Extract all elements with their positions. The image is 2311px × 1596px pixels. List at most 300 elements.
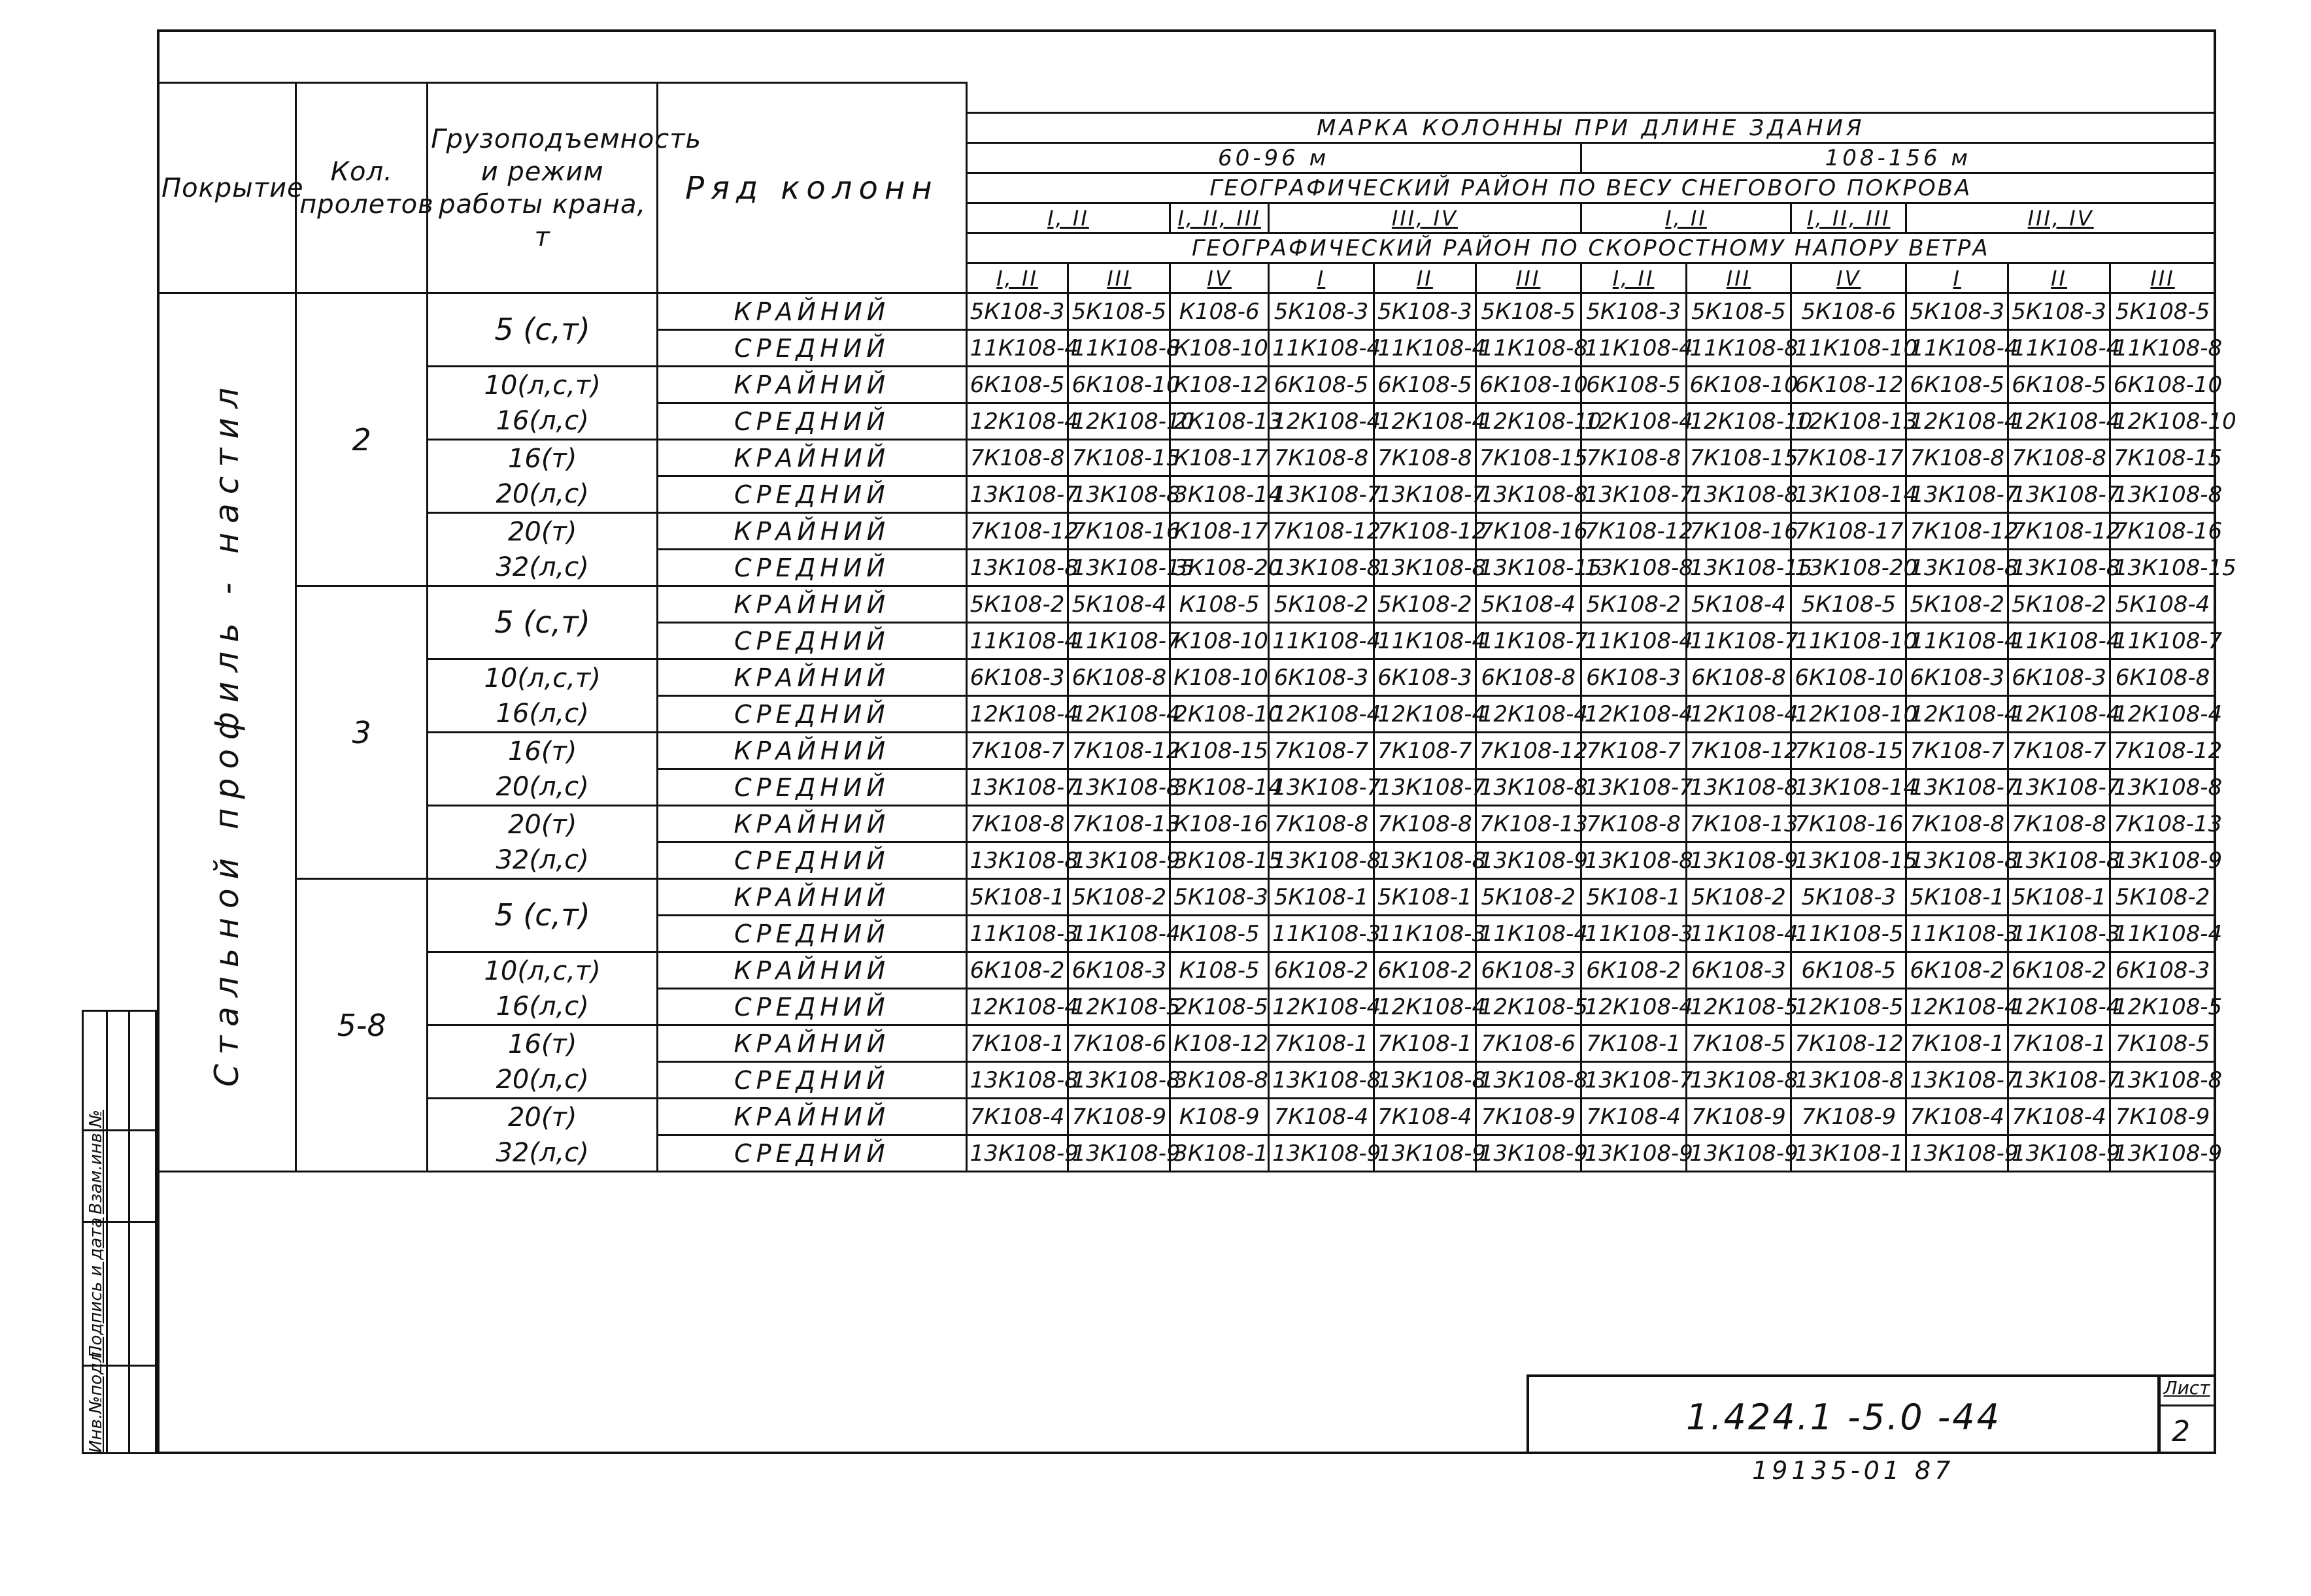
crane-load-line-2: 32(л,с)	[496, 552, 589, 582]
column-mark-cell: 5К108-4	[2110, 586, 2215, 623]
column-mark-cell: 13К108-8	[1068, 1062, 1170, 1099]
column-mark-cell: 7К108-1	[2008, 1025, 2110, 1062]
column-mark-cell: 7К108-16	[1686, 513, 1791, 550]
crane-load	[428, 879, 658, 952]
crane-load-line-1: 20(т)	[507, 1102, 577, 1133]
column-mark-cell: 13К108-9	[1906, 1135, 2008, 1172]
column-mark-cell: 11К108-3	[966, 916, 1068, 952]
column-mark-cell: 13К108-7	[966, 769, 1068, 806]
column-row-type: СРЕДНИЙ	[658, 1062, 967, 1099]
column-mark-cell: 13К108-8	[1068, 476, 1170, 513]
stamp-sign-label: Подпись и дата	[86, 1217, 106, 1358]
column-mark-cell: 7К108-8	[2008, 440, 2110, 476]
column-mark-cell: 13К108-9	[2110, 842, 2215, 879]
column-mark-cell: 12К108-4	[1269, 989, 1374, 1025]
column-mark-cell: 5К108-6	[1791, 293, 1906, 330]
table-row	[158, 952, 2216, 989]
column-row-type: СРЕДНИЙ	[658, 696, 967, 733]
column-mark-cell: 11К108-7	[1068, 623, 1170, 659]
column-mark-cell: 6К108-12	[1791, 367, 1906, 403]
header-wind-column: III	[1476, 263, 1581, 293]
header-wind-column: I	[1906, 263, 2008, 293]
column-mark-cell: 7К108-4	[966, 1099, 1068, 1135]
column-row-type: КРАЙНИЙ	[658, 1099, 967, 1135]
column-mark-cell: 11К108-4	[1374, 623, 1476, 659]
column-mark-cell: 13К108-7	[966, 476, 1068, 513]
column-mark-cell: 12К108-4	[2008, 989, 2110, 1025]
header-spans: Кол. пролетов	[296, 83, 428, 293]
header-wind-column: I	[1269, 263, 1374, 293]
column-mark-cell: 7К108-15	[1476, 440, 1581, 476]
column-mark-cell: 7К108-7	[1269, 733, 1374, 769]
column-mark-cell: 5К108-3	[1269, 293, 1374, 330]
column-mark-cell: 7К108-1	[966, 1025, 1068, 1062]
crane-load	[428, 806, 658, 879]
column-mark-cell: 7К108-12	[1686, 733, 1791, 769]
column-mark-cell: 7К108-7	[966, 733, 1068, 769]
column-mark-cell: 12К108-4	[2008, 696, 2110, 733]
column-mark-cell: 7К108-8	[1374, 440, 1476, 476]
column-mark-cell: 12К108-5	[2110, 989, 2215, 1025]
column-mark-cell: 7К108-1	[1374, 1025, 1476, 1062]
column-mark-cell: 7К108-1	[1581, 1025, 1686, 1062]
column-mark-cell: 7К108-8	[2008, 806, 2110, 842]
header-snow-group: I, II, III	[1170, 203, 1269, 233]
column-mark-cell: 13К108-7	[2008, 476, 2110, 513]
column-mark-cell: 7К108-12	[966, 513, 1068, 550]
column-mark-cell: 13К108-8	[2110, 769, 2215, 806]
column-row-type: КРАЙНИЙ	[658, 440, 967, 476]
column-mark-cell: 5К108-3	[966, 293, 1068, 330]
column-row-type: КРАЙНИЙ	[658, 513, 967, 550]
column-mark-cell: 7К108-4	[1269, 1099, 1374, 1135]
column-mark-cell: 5К108-3	[1791, 879, 1906, 916]
column-mark-cell: 13К108-8	[966, 1062, 1068, 1099]
column-mark-cell: 7К108-12	[2008, 513, 2110, 550]
column-mark-cell: 6К108-3	[1476, 952, 1581, 989]
column-mark-cell: 13К108-1	[1791, 1135, 1906, 1172]
column-row-type: КРАЙНИЙ	[658, 293, 967, 330]
column-mark-cell: 7К108-1	[1269, 1025, 1374, 1062]
header-wind-column: I, II	[1581, 263, 1686, 293]
crane-load-line-2: 16(л,с)	[496, 405, 589, 436]
column-row-type: СРЕДНИЙ	[658, 842, 967, 879]
column-marks-table	[157, 82, 2236, 1172]
column-mark-cell: 11К108-4	[1906, 623, 2008, 659]
column-mark-cell: 13К108-8	[2008, 842, 2110, 879]
column-mark-cell: 7К108-9	[2110, 1099, 2215, 1135]
column-row-type: СРЕДНИЙ	[658, 550, 967, 586]
sheet-label: Лист	[2160, 1377, 2214, 1406]
column-mark-cell: 13К108-14	[1791, 769, 1906, 806]
header-length-108-156: 108-156 м	[1581, 143, 2215, 173]
crane-load-line-1: 10(л,с,т)	[484, 663, 601, 693]
column-mark-cell: 12К108-5	[1686, 989, 1791, 1025]
crane-load-line-2: 16(л,с)	[496, 698, 589, 729]
crane-load-line-2: 32(л,с)	[496, 1137, 589, 1168]
column-mark-cell: 12К108-4	[966, 696, 1068, 733]
column-mark-cell: 6К108-2	[966, 952, 1068, 989]
table-row	[158, 1025, 2216, 1062]
header-covering: Покрытие	[158, 83, 296, 293]
column-mark-cell: 12К108-5	[1476, 989, 1581, 1025]
column-mark-cell: 12К108-4	[1581, 989, 1686, 1025]
column-mark-cell: 3К108-8	[1170, 1062, 1269, 1099]
crane-load	[428, 367, 658, 440]
column-mark-cell: К108-10	[1170, 623, 1269, 659]
column-mark-cell: 12К108-4	[1906, 989, 2008, 1025]
column-mark-cell: 7К108-12	[1476, 733, 1581, 769]
column-mark-cell: К108-5	[1170, 916, 1269, 952]
column-row-type: СРЕДНИЙ	[658, 330, 967, 367]
column-mark-cell: 11К108-8	[1476, 330, 1581, 367]
column-mark-cell: 11К108-3	[1269, 916, 1374, 952]
header-wind-column: IV	[1170, 263, 1269, 293]
column-mark-cell: К108-5	[1170, 952, 1269, 989]
column-mark-cell: 7К108-8	[1374, 806, 1476, 842]
column-mark-cell: 5К108-2	[1686, 879, 1791, 916]
column-mark-cell: К108-9	[1170, 1099, 1269, 1135]
header-wind-column: II	[2008, 263, 2110, 293]
column-mark-cell: 12К108-4	[1269, 403, 1374, 440]
column-row-type: СРЕДНИЙ	[658, 403, 967, 440]
column-mark-cell: 13К108-8	[1581, 550, 1686, 586]
crane-load-line-1: 16(т)	[507, 736, 577, 767]
column-mark-cell: 7К108-8	[966, 806, 1068, 842]
column-mark-cell: 7К108-8	[1269, 440, 1374, 476]
header-wind-column: I, II	[966, 263, 1068, 293]
column-row-type: КРАЙНИЙ	[658, 952, 967, 989]
crane-load	[428, 586, 658, 659]
column-mark-cell: 11К108-8	[2110, 330, 2215, 367]
crane-load-line-1: 5 (с,т)	[494, 312, 590, 348]
column-mark-cell: 5К108-2	[1374, 586, 1476, 623]
column-mark-cell: 5К108-1	[1581, 879, 1686, 916]
column-mark-cell: 12К108-10	[1686, 403, 1791, 440]
column-mark-cell: 13К108-7	[1374, 476, 1476, 513]
column-mark-cell: 7К108-16	[2110, 513, 2215, 550]
crane-load-line-2: 16(л,с)	[496, 991, 589, 1022]
column-mark-cell: 12К108-4	[2110, 696, 2215, 733]
column-mark-cell: 12К108-4	[1906, 403, 2008, 440]
column-mark-cell: 7К108-15	[1068, 440, 1170, 476]
column-mark-cell: 6К108-3	[1686, 952, 1791, 989]
column-mark-cell: 6К108-3	[2008, 659, 2110, 696]
column-mark-cell: 3К108-14	[1170, 769, 1269, 806]
column-mark-cell: 13К108-9	[1686, 1135, 1791, 1172]
column-mark-cell: 7К108-17	[1791, 513, 1906, 550]
column-mark-cell: 13К108-9	[1581, 1135, 1686, 1172]
column-mark-cell: 7К108-17	[1791, 440, 1906, 476]
column-mark-cell: 7К108-1	[1906, 1025, 2008, 1062]
column-mark-cell: 7К108-5	[1686, 1025, 1791, 1062]
column-mark-cell: 6К108-2	[1269, 952, 1374, 989]
header-snow-group: I, II	[1581, 203, 1791, 233]
covering-label: Стальной профиль - настил	[208, 378, 246, 1087]
header-length-60-96: 60-96 м	[966, 143, 1581, 173]
stamp-inv-label: Инв.№подл.	[86, 1346, 106, 1453]
column-mark-cell: 13К108-8	[1269, 1062, 1374, 1099]
column-mark-cell: 13К108-9	[2008, 1135, 2110, 1172]
crane-load-line-1: 5 (с,т)	[494, 605, 590, 640]
crane-load-line-2: 20(л,с)	[496, 478, 589, 509]
column-mark-cell: 3К108-1	[1170, 1135, 1269, 1172]
crane-load-line-1: 20(т)	[507, 809, 577, 840]
column-mark-cell: 13К108-7	[1906, 476, 2008, 513]
column-mark-cell: 13К108-7	[1581, 476, 1686, 513]
column-mark-cell: 13К108-7	[1269, 476, 1374, 513]
column-mark-cell: 13К108-8	[2110, 476, 2215, 513]
column-mark-cell: К108-17	[1170, 440, 1269, 476]
column-mark-cell: 13К108-8	[1686, 1062, 1791, 1099]
column-mark-cell: 13К108-8	[1476, 769, 1581, 806]
column-mark-cell: 7К108-6	[1068, 1025, 1170, 1062]
column-mark-cell: 2К108-5	[1170, 989, 1269, 1025]
column-mark-cell: 11К108-8	[1068, 330, 1170, 367]
header-wind-column: III	[1068, 263, 1170, 293]
column-mark-cell: 6К108-10	[1791, 659, 1906, 696]
column-mark-cell: 12К108-4	[2008, 403, 2110, 440]
column-mark-cell: 13К108-15	[1791, 842, 1906, 879]
column-mark-cell: 5К108-1	[1269, 879, 1374, 916]
column-mark-cell: 13К108-8	[1686, 769, 1791, 806]
column-mark-cell: 6К108-8	[2110, 659, 2215, 696]
column-mark-cell: 5К108-5	[1686, 293, 1791, 330]
header-column-row: Ряд колонн	[658, 83, 967, 293]
column-mark-cell: 6К108-2	[1581, 952, 1686, 989]
column-mark-cell: 12К108-4	[1686, 696, 1791, 733]
column-mark-cell: 7К108-9	[1791, 1099, 1906, 1135]
column-mark-cell: 13К108-8	[1476, 1062, 1581, 1099]
column-mark-cell: 7К108-7	[1581, 733, 1686, 769]
column-mark-cell: 7К108-16	[1068, 513, 1170, 550]
crane-load	[428, 1099, 658, 1172]
column-mark-cell: 5К108-2	[1581, 586, 1686, 623]
column-mark-cell: 6К108-8	[1068, 659, 1170, 696]
column-mark-cell: 13К108-15	[1476, 550, 1581, 586]
column-mark-cell: 11К108-4	[1269, 330, 1374, 367]
header-snow-group: I, II, III	[1791, 203, 1906, 233]
span-count: 5-8	[296, 879, 428, 1172]
column-mark-cell: 7К108-8	[966, 440, 1068, 476]
header-snow-group: III, IV	[1269, 203, 1581, 233]
column-mark-cell: 5К108-2	[1476, 879, 1581, 916]
header-wind-column: III	[2110, 263, 2215, 293]
column-mark-cell: 6К108-2	[2008, 952, 2110, 989]
column-mark-cell: 7К108-4	[2008, 1099, 2110, 1135]
column-mark-cell: 11К108-4	[2008, 330, 2110, 367]
column-mark-cell: 13К108-8	[1906, 842, 2008, 879]
column-mark-cell: 13К108-7	[1269, 769, 1374, 806]
column-mark-cell: 13К108-7	[1906, 1062, 2008, 1099]
column-mark-cell: 11К108-4	[2008, 623, 2110, 659]
table-row	[158, 367, 2216, 403]
archive-number: 19135-01 87	[1752, 1456, 1955, 1485]
column-mark-cell: 6К108-3	[1068, 952, 1170, 989]
column-mark-cell: 5К108-2	[2008, 586, 2110, 623]
column-mark-cell: 12К108-4	[1068, 696, 1170, 733]
column-mark-cell: 13К108-14	[1791, 476, 1906, 513]
column-mark-cell: 6К108-5	[1906, 367, 2008, 403]
column-mark-cell: 5К108-5	[1068, 293, 1170, 330]
crane-load-line-1: 16(т)	[507, 1029, 577, 1059]
column-row-type: КРАЙНИЙ	[658, 367, 967, 403]
column-mark-cell: 7К108-13	[1476, 806, 1581, 842]
column-row-type: СРЕДНИЙ	[658, 989, 967, 1025]
column-mark-cell: 13К108-8	[1686, 476, 1791, 513]
approval-stamp	[82, 1010, 157, 1454]
column-mark-cell: 2К108-13	[1170, 403, 1269, 440]
column-row-type: КРАЙНИЙ	[658, 659, 967, 696]
column-mark-cell: 11К108-10	[1791, 623, 1906, 659]
column-mark-cell: 11К108-3	[2008, 916, 2110, 952]
column-mark-cell: 13К108-7	[2008, 769, 2110, 806]
header-column-mark: МАРКА КОЛОННЫ ПРИ ДЛИНЕ ЗДАНИЯ	[966, 113, 2215, 143]
column-mark-cell: 11К108-7	[1686, 623, 1791, 659]
column-mark-cell: 13К108-9	[2110, 1135, 2215, 1172]
column-mark-cell: 11К108-4	[1068, 916, 1170, 952]
column-mark-cell: 13К108-9	[1476, 842, 1581, 879]
column-mark-cell: 7К108-12	[1581, 513, 1686, 550]
column-mark-cell: 13К108-8	[1068, 769, 1170, 806]
column-mark-cell: 5К108-5	[2110, 293, 2215, 330]
column-mark-cell: К108-12	[1170, 367, 1269, 403]
column-mark-cell: 7К108-15	[1686, 440, 1791, 476]
column-mark-cell: 7К108-15	[1791, 733, 1906, 769]
table-row	[158, 733, 2216, 769]
column-mark-cell: 6К108-5	[966, 367, 1068, 403]
column-mark-cell: 12К108-10	[1476, 403, 1581, 440]
column-mark-cell: 13К108-7	[2008, 1062, 2110, 1099]
column-mark-cell: 12К108-4	[1581, 403, 1686, 440]
column-mark-cell: 5К108-5	[1791, 586, 1906, 623]
column-mark-cell: 13К108-8	[1476, 476, 1581, 513]
column-mark-cell: 13К108-8	[2008, 550, 2110, 586]
column-mark-cell: 13К108-9	[1068, 1135, 1170, 1172]
column-mark-cell: 11К108-10	[1791, 330, 1906, 367]
column-mark-cell: 7К108-7	[1906, 733, 2008, 769]
crane-load	[428, 952, 658, 1025]
crane-load	[428, 440, 658, 513]
column-mark-cell: 7К108-12	[1068, 733, 1170, 769]
column-mark-cell: 13К108-8	[2110, 1062, 2215, 1099]
crane-load-line-1: 16(т)	[507, 443, 577, 474]
column-mark-cell: 13К108-8	[1269, 842, 1374, 879]
column-mark-cell: 12К108-5	[1791, 989, 1906, 1025]
column-mark-cell: 7К108-12	[1906, 513, 2008, 550]
column-mark-cell: 12К108-10	[1791, 696, 1906, 733]
table-row	[158, 659, 2216, 696]
column-mark-cell: 6К108-5	[1581, 367, 1686, 403]
column-mark-cell: 11К108-8	[1686, 330, 1791, 367]
crane-load-line-1: 20(т)	[507, 516, 577, 547]
table-row	[158, 513, 2216, 550]
stamp-vzam-label: Взам.инв.№	[86, 1110, 106, 1214]
column-mark-cell: 13К108-8	[966, 842, 1068, 879]
table-row	[158, 586, 2216, 623]
column-mark-cell: 13К108-8	[1374, 1062, 1476, 1099]
column-mark-cell: К108-12	[1170, 1025, 1269, 1062]
column-mark-cell: 6К108-5	[1269, 367, 1374, 403]
column-mark-cell: 7К108-4	[1581, 1099, 1686, 1135]
column-mark-cell: 7К108-12	[1791, 1025, 1906, 1062]
crane-load	[428, 659, 658, 733]
column-mark-cell: 6К108-5	[2008, 367, 2110, 403]
column-mark-cell: 7К108-12	[1269, 513, 1374, 550]
column-mark-cell: 6К108-8	[1686, 659, 1791, 696]
crane-load	[428, 293, 658, 367]
column-mark-cell: 6К108-10	[1476, 367, 1581, 403]
column-mark-cell: 2К108-10	[1170, 696, 1269, 733]
column-mark-cell: 7К108-7	[1374, 733, 1476, 769]
sheet-number: 2	[2172, 1415, 2190, 1448]
column-mark-cell: 12К108-13	[1791, 403, 1906, 440]
column-mark-cell: К108-10	[1170, 659, 1269, 696]
column-mark-cell: 6К108-3	[1906, 659, 2008, 696]
column-mark-cell: 7К108-13	[1068, 806, 1170, 842]
column-mark-cell: 7К108-15	[2110, 440, 2215, 476]
table-row	[158, 293, 2216, 330]
crane-load-line-2: 20(л,с)	[496, 1064, 589, 1095]
column-mark-cell: 11К108-4	[1374, 330, 1476, 367]
column-mark-cell: 13К108-9	[1068, 842, 1170, 879]
header-crane-capacity: Грузоподъемность и режим работы крана, т	[428, 83, 658, 293]
crane-load-line-1: 10(л,с,т)	[484, 370, 601, 401]
column-row-type: СРЕДНИЙ	[658, 623, 967, 659]
column-mark-cell: 6К108-10	[1686, 367, 1791, 403]
header-snow-region: ГЕОГРАФИЧЕСКИЙ РАЙОН ПО ВЕСУ СНЕГОВОГО ПОКРОВА	[966, 173, 2215, 203]
column-mark-cell: 5К108-5	[1476, 293, 1581, 330]
column-mark-cell: 12К108-4	[1374, 403, 1476, 440]
column-mark-cell: 13К108-7	[1374, 769, 1476, 806]
column-mark-cell: 11К108-4	[2110, 916, 2215, 952]
column-mark-cell: 5К108-2	[1068, 879, 1170, 916]
column-mark-cell: 7К108-4	[1906, 1099, 2008, 1135]
header-snow-group: III, IV	[1906, 203, 2216, 233]
column-mark-cell: К108-17	[1170, 513, 1269, 550]
crane-load	[428, 513, 658, 586]
column-mark-cell: 11К108-4	[966, 330, 1068, 367]
crane-load	[428, 733, 658, 806]
title-block	[1527, 1374, 2161, 1454]
column-mark-cell: 13К108-8	[1581, 842, 1686, 879]
column-mark-cell: 11К108-4	[1906, 330, 2008, 367]
column-mark-cell: 7К108-13	[1686, 806, 1791, 842]
crane-load-line-2: 32(л,с)	[496, 844, 589, 875]
column-mark-cell: 5К108-2	[1906, 586, 2008, 623]
column-mark-cell: 13К108-8	[1791, 1062, 1906, 1099]
header-snow-group: I, II	[966, 203, 1170, 233]
column-mark-cell: 7К108-4	[1374, 1099, 1476, 1135]
column-mark-cell: 5К108-1	[966, 879, 1068, 916]
crane-load-line-1: 10(л,с,т)	[484, 956, 601, 986]
column-mark-cell: 11К108-4	[1476, 916, 1581, 952]
column-mark-cell: 5К108-2	[966, 586, 1068, 623]
crane-load-line-2: 20(л,с)	[496, 771, 589, 802]
header-wind-column: III	[1686, 263, 1791, 293]
column-row-type: КРАЙНИЙ	[658, 733, 967, 769]
column-mark-cell: К108-15	[1170, 733, 1269, 769]
header-wind-column: II	[1374, 263, 1476, 293]
column-mark-cell: 5К108-3	[1581, 293, 1686, 330]
table-row	[158, 440, 2216, 476]
column-mark-cell: 12К108-4	[1906, 696, 2008, 733]
column-mark-cell: 6К108-5	[1374, 367, 1476, 403]
column-mark-cell: 5К108-4	[1068, 586, 1170, 623]
column-mark-cell: 13К108-8	[1374, 842, 1476, 879]
column-mark-cell: 13К108-15	[2110, 550, 2215, 586]
column-mark-cell: К108-10	[1170, 330, 1269, 367]
